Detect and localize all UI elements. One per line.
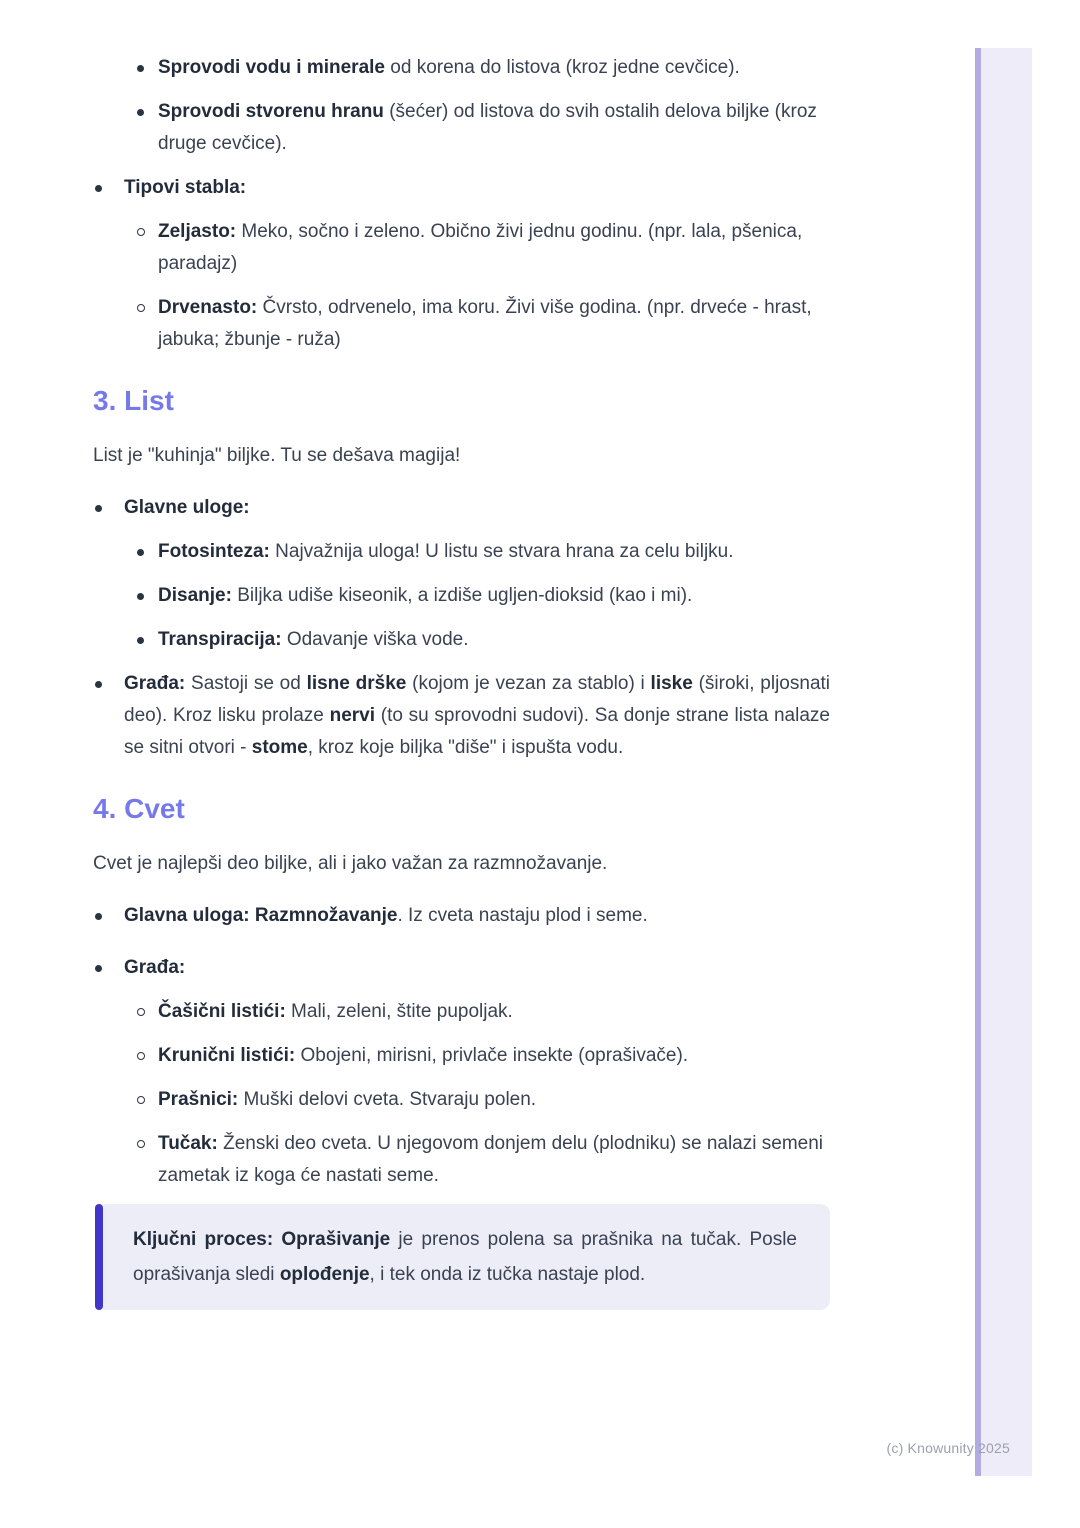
bullet-list [137,536,830,656]
bold-text: Fotosinteza: [158,541,270,562]
page-edge-stripe [975,48,1032,1476]
list-item [93,172,830,204]
section-heading: 3. List [93,385,174,416]
list-item [93,900,830,932]
circle-bullet-icon [137,1008,145,1016]
text: Sastoji se od [185,673,307,694]
list-item [93,492,830,524]
circle-bullet-icon [137,1140,145,1148]
disc-bullet-icon [137,637,144,644]
circle-bullet-icon [137,304,145,312]
disc-bullet-icon [95,681,102,688]
text: , kroz koje biljka "diše" i ispušta vodu. [307,737,624,758]
text: Odavanje viška vode. [281,629,469,650]
disc-bullet-icon [95,965,102,972]
bold-text: Glavna uloga: Razmnožavanje [124,905,398,926]
text: Meko, sočno i zeleno. Obično živi jednu godinu. (npr. lala, pšenica, paradajz) [158,221,803,274]
bullet-list [137,216,830,356]
list-item [137,624,830,656]
list-item [137,52,830,84]
list-item [137,580,830,612]
bold-text: Građa: [124,957,186,978]
text: (to su sprovodni sudovi). Sa donje strane lista nalaze se sitni otvori - [124,705,830,758]
disc-bullet-icon [137,593,144,600]
list-item [137,996,830,1028]
bold-text: Disanje: [158,585,232,606]
bold-text: Zeljasto: [158,221,237,242]
bold-text: Sprovodi stvorenu hranu [158,101,384,122]
bold-text: stome [251,737,308,758]
disc-bullet-icon [137,109,144,116]
text: Biljka udiše kiseonik, a izdiše ugljen-dioksid (kao i mi). [231,585,693,606]
copyright-watermark: (c) Knowunity 2025 [886,1440,1010,1456]
text: od korena do listova (kroz jedne cevčice). [385,57,740,78]
disc-bullet-icon [95,185,102,192]
text: Ženski deo cveta. U njegovom donjem delu (plodniku) se nalazi semeni zametak iz koga će nastati seme. [158,1133,823,1186]
bold-text: Transpiracija: [158,629,282,650]
bullet-list [93,900,830,984]
bold-text: Tučak: [158,1133,218,1154]
text: Obojeni, mirisni, privlače insekte (oprašivače). [295,1045,689,1066]
section-heading: 4. Cvet [93,793,185,824]
bold-text: nervi [329,705,376,726]
bullet-list [93,492,830,524]
disc-bullet-icon [137,65,144,72]
list-item [137,1128,830,1192]
bullet-list [137,52,830,160]
circle-bullet-icon [137,1096,145,1104]
text: (kojom je vezan za stablo) i [406,673,651,694]
list-item [137,96,830,160]
key-process-callout [95,1204,830,1310]
text: (široki, pljosnati deo). Kroz lisku prolaze [124,673,831,726]
bold-text: Krunični listići: [158,1045,296,1066]
bullet-list [137,996,830,1192]
text: je prenos polena sa prašnika na tučak. Posle oprašivanja sledi [133,1229,798,1285]
bullet-list [93,172,830,204]
disc-bullet-icon [137,549,144,556]
disc-bullet-icon [95,505,102,512]
callout-accent-bar [95,1204,103,1310]
text: Mali, zeleni, štite pupoljak. [285,1001,513,1022]
bold-text: Ključni proces: Oprašivanje [133,1229,391,1250]
callout-text [133,1222,797,1292]
bold-text: Čašični listići: [158,1001,286,1022]
text: . Iz cveta nastaju plod i seme. [397,905,648,926]
text: Najvažnija uloga! U listu se stvara hrana za celu biljku. [269,541,734,562]
bold-text: oplođenje [279,1264,370,1285]
list-item [93,952,830,984]
circle-bullet-icon [137,228,145,236]
bullet-list [93,668,830,764]
list-item [137,536,830,568]
text: , i tek onda iz tučka nastaje plod. [369,1264,646,1285]
list-item [93,668,830,764]
bold-text: Drvenasto: [158,297,258,318]
bold-text: Građa: [124,673,186,694]
bold-text: Glavne uloge: [124,497,250,518]
bold-text: liske [650,673,693,694]
disc-bullet-icon [95,913,102,920]
circle-bullet-icon [137,1052,145,1060]
document-content [93,52,830,1310]
text: Muški delovi cveta. Stvaraju polen. [238,1089,537,1110]
paragraph: List je "kuhinja" biljke. Tu se dešava magija! [93,445,461,466]
bold-text: lisne drške [306,673,407,694]
list-item [137,216,830,280]
list-item [137,292,830,356]
bold-text: Sprovodi vodu i minerale [158,57,385,78]
list-item [137,1084,830,1116]
text: (šećer) od listova do svih ostalih delova biljke (kroz druge cevčice). [158,101,817,154]
list-item [137,1040,830,1072]
paragraph: Cvet je najlepši deo biljke, ali i jako važan za razmnožavanje. [93,853,608,874]
text: Čvrsto, odrvenelo, ima koru. Živi više godina. (npr. drveće - hrast, jabuka; žbunje - ruža) [158,297,812,350]
bold-text: Tipovi stabla: [124,177,247,198]
bold-text: Prašnici: [158,1089,239,1110]
